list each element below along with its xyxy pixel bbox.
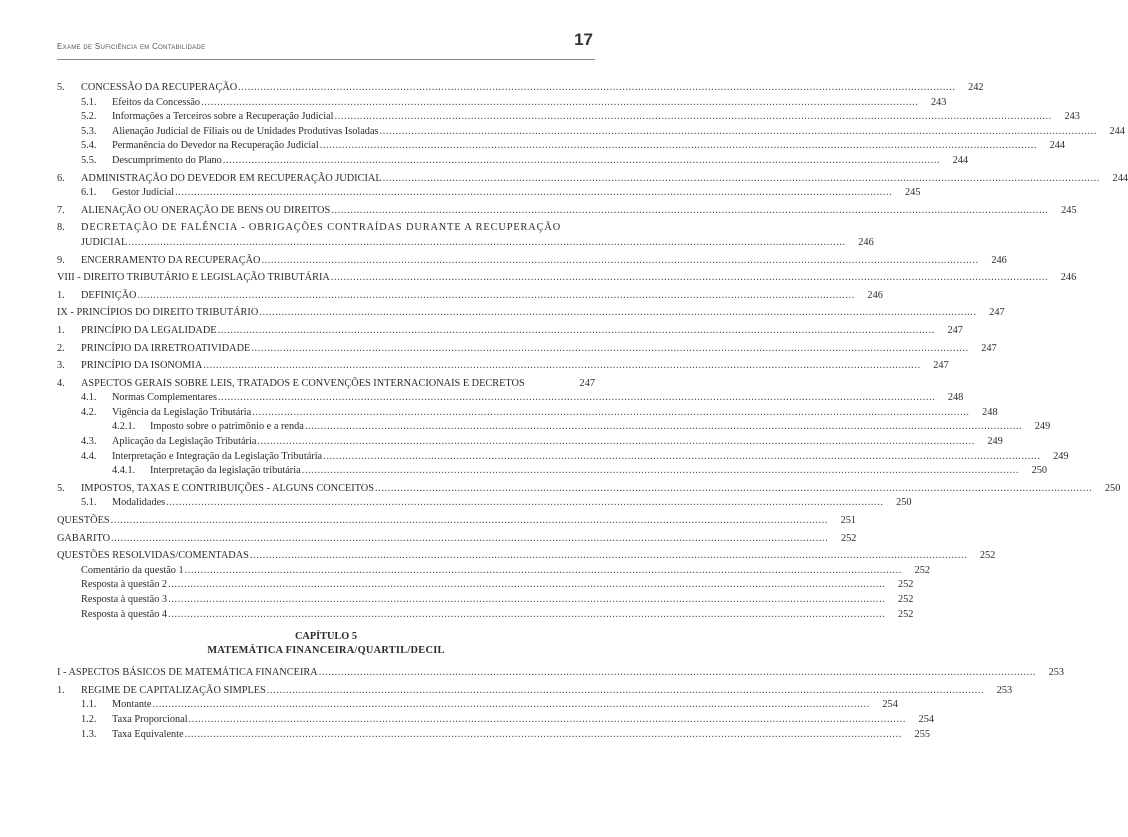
toc-entry-number: 6.1. <box>81 187 97 199</box>
toc-entry-number: 3. <box>57 360 65 372</box>
toc-entry-page: 247 <box>989 307 1005 319</box>
toc-entry[interactable] <box>57 564 931 579</box>
toc-entry-page: 243 <box>931 96 947 108</box>
toc-entry[interactable] <box>57 125 1125 140</box>
toc-entry-title: GABARITO <box>57 532 111 544</box>
toc-entry-page: 250 <box>896 497 912 509</box>
dot-leader <box>203 359 920 374</box>
running-header-title: Exame de Suficiência em Contabilidade <box>57 42 206 51</box>
dot-leader <box>261 254 978 269</box>
dot-leader <box>335 110 1052 125</box>
toc-entry-title: Resposta à questão 4 <box>81 608 168 620</box>
toc-entry-title: Interpretação e Integração da Legislação Tributária <box>112 450 323 462</box>
toc-entry[interactable] <box>57 514 857 529</box>
toc-entry-number: 1.1. <box>81 699 97 711</box>
toc-entry-number: 6. <box>57 172 65 184</box>
toc-entry-number: 5.1. <box>81 497 97 509</box>
dot-leader <box>267 684 984 699</box>
toc-entry[interactable] <box>57 666 1065 681</box>
toc-entry[interactable] <box>57 532 857 547</box>
toc-entry-wrapped[interactable] <box>57 221 874 250</box>
table-of-contents <box>57 81 1128 742</box>
dot-leader <box>138 289 855 304</box>
dot-leader <box>319 666 1036 681</box>
toc-entry[interactable] <box>57 96 947 111</box>
dot-leader <box>238 81 955 96</box>
toc-entry[interactable] <box>57 391 964 406</box>
toc-entry-page: 247 <box>981 342 997 354</box>
toc-entry-page: 242 <box>968 82 984 93</box>
dot-leader <box>259 306 976 321</box>
toc-entry-title: Descumprimento do Plano <box>112 154 222 166</box>
page-header <box>57 30 595 60</box>
toc-entry-title: Informações a Terceiros sobre a Recuperação Judicial <box>112 111 334 123</box>
toc-entry[interactable] <box>57 139 1066 154</box>
toc-entry[interactable] <box>57 406 998 421</box>
dot-leader <box>257 435 974 450</box>
dot-leader <box>223 154 940 169</box>
toc-entry-number: 4.4.1. <box>112 465 136 477</box>
dot-leader <box>175 186 892 201</box>
toc-entry-title: Resposta à questão 2 <box>81 579 168 591</box>
dot-leader <box>323 450 1040 465</box>
toc-entry[interactable] <box>57 324 963 339</box>
toc-entry-title: ENCERRAMENTO DA RECUPERAÇÃO <box>81 254 261 266</box>
toc-entry-title: PRINCÍPIO DA LEGALIDADE <box>81 324 217 336</box>
toc-entry-number: 2. <box>57 342 65 354</box>
dot-leader <box>302 464 1019 479</box>
toc-entry-title: Efeitos da Concessão <box>112 96 201 108</box>
toc-entry-number: 5.5. <box>81 154 97 166</box>
toc-entry-title: Modalidades <box>112 497 166 509</box>
toc-entry-number: 5.3. <box>81 125 97 137</box>
toc-entry-number: 1.3. <box>81 728 97 740</box>
dot-leader <box>331 204 1048 219</box>
toc-entry[interactable] <box>57 377 595 392</box>
toc-entry-page: 247 <box>579 377 595 389</box>
toc-entry-number: 8. <box>57 222 65 234</box>
toc-entry[interactable] <box>57 186 921 201</box>
toc-entry-number: 5. <box>57 482 65 494</box>
toc-entry-title: QUESTÕES <box>57 515 110 527</box>
toc-entry-page: 244 <box>1049 140 1066 152</box>
dot-leader <box>380 125 1097 140</box>
toc-entry-title: IX - PRINCÍPIOS DO DIREITO TRIBUTÁRIO <box>57 307 259 319</box>
toc-entry[interactable] <box>57 728 930 743</box>
toc-wrapped-second-line <box>57 236 874 251</box>
toc-entry-title: CONCESSÃO DA RECUPERAÇÃO <box>81 82 238 93</box>
toc-entry-number: 1.2. <box>81 713 97 725</box>
dot-leader <box>320 139 1037 154</box>
toc-entry[interactable] <box>57 450 1069 465</box>
toc-entry-page: 255 <box>914 728 930 740</box>
toc-entry-title: REGIME DE CAPITALIZAÇÃO SIMPLES <box>81 684 266 696</box>
toc-entry-number: 4.1. <box>81 392 97 404</box>
toc-entry-page: 247 <box>933 360 949 372</box>
toc-entry-page: 252 <box>840 532 857 544</box>
dot-leader <box>218 391 935 406</box>
toc-entry[interactable] <box>57 684 1013 699</box>
toc-entry-title: Gestor Judicial <box>112 187 175 199</box>
toc-entry-page: 251 <box>840 515 857 527</box>
toc-entry-title: Vigência da Legislação Tributária <box>112 406 252 418</box>
toc-entry-title: QUESTÕES RESOLVIDAS/COMENTADAS <box>57 550 249 562</box>
toc-entry[interactable] <box>57 342 997 357</box>
toc-wrapped-first-line <box>57 221 595 236</box>
toc-entry-page: 246 <box>1060 272 1077 284</box>
toc-entry[interactable] <box>57 204 1077 219</box>
toc-entry[interactable] <box>57 359 949 374</box>
toc-entry-title: Aplicação da Legislação Tributária <box>112 436 257 448</box>
dot-leader <box>218 324 935 339</box>
toc-entry[interactable] <box>57 482 1121 497</box>
dot-leader <box>111 532 828 547</box>
toc-entry[interactable] <box>57 154 969 169</box>
page-number: 17 <box>574 30 593 49</box>
chapter-heading <box>57 630 595 658</box>
toc-entry-number: 9. <box>57 254 65 266</box>
toc-entry[interactable] <box>57 713 934 728</box>
toc-entry[interactable] <box>57 81 984 96</box>
toc-entry-title: IMPOSTOS, TAXAS E CONTRIBUIÇÕES - ALGUNS CONCEITOS <box>81 482 374 494</box>
toc-entry-page: 253 <box>1048 667 1065 679</box>
toc-entry-page: 252 <box>979 550 996 562</box>
toc-entry[interactable] <box>57 271 1077 286</box>
dot-leader <box>375 482 1092 497</box>
toc-entry-page: 246 <box>867 289 883 301</box>
toc-entry-page: 248 <box>947 392 964 404</box>
toc-entry-title: Comentário da questão 1 <box>81 564 184 576</box>
dot-leader <box>168 593 885 608</box>
toc-entry[interactable] <box>57 608 914 623</box>
toc-entry-title: I - ASPECTOS BÁSICOS DE MATEMÁTICA FINANCEIRA <box>57 667 318 679</box>
toc-entry[interactable] <box>57 289 883 304</box>
toc-entry-page: 249 <box>987 436 1003 448</box>
toc-entry-title: Permanência do Devedor na Recuperação Judicial <box>112 140 319 152</box>
dot-leader <box>168 578 885 593</box>
toc-entry-number: 5.1. <box>81 96 97 108</box>
toc-entry-page: 244 <box>1109 125 1125 137</box>
header-rule <box>57 59 595 60</box>
toc-entry-page: 250 <box>1031 465 1048 477</box>
dot-leader <box>252 406 969 421</box>
toc-entry[interactable] <box>57 698 898 713</box>
toc-entry[interactable] <box>57 306 1005 321</box>
toc-entry[interactable] <box>57 420 1051 435</box>
toc-entry-title: DECRETAÇÃO DE FALÊNCIA - OBRIGAÇÕES CONTRAÍDAS DURANTE A RECUPERAÇÃO <box>81 222 562 234</box>
toc-entry-number: 1. <box>57 289 65 301</box>
toc-entry[interactable] <box>57 110 1080 125</box>
toc-entry-title: Montante <box>112 699 152 711</box>
toc-entry-title: ALIENAÇÃO OU ONERAÇÃO DE BENS OU DIREITOS <box>81 204 331 216</box>
toc-entry-page: 254 <box>918 713 934 725</box>
toc-entry-page: 246 <box>858 236 874 248</box>
toc-entry-title: Alienação Judicial de Filiais ou de Unidades Produtivas Isoladas <box>112 125 379 137</box>
toc-entry-title: Normas Complementares <box>112 392 217 404</box>
toc-entry-title: Taxa Proporcional <box>112 713 188 725</box>
toc-entry-number: 5. <box>57 82 65 93</box>
toc-entry-title: ADMINISTRAÇÃO DO DEVEDOR EM RECUPERAÇÃO JUDICIAL <box>81 172 382 184</box>
toc-entry[interactable] <box>57 593 914 608</box>
dot-leader <box>152 698 869 713</box>
toc-entry-page: 252 <box>898 579 914 591</box>
toc-entry[interactable] <box>57 496 912 511</box>
toc-entry-number: 4.3. <box>81 436 97 448</box>
toc-entry[interactable] <box>57 172 1128 187</box>
toc-entry-page: 249 <box>1034 421 1051 433</box>
toc-section-b <box>57 254 1121 623</box>
toc-entry-page: 249 <box>1053 450 1069 462</box>
toc-entry-page: 244 <box>1112 172 1128 184</box>
toc-section-c <box>57 666 1065 742</box>
toc-entry-page: 252 <box>898 608 914 620</box>
toc-entry-title: Taxa Equivalente <box>112 728 184 740</box>
toc-entry-page: 248 <box>982 406 998 418</box>
toc-entry-number: 4.4. <box>81 450 97 462</box>
toc-entry-page: 246 <box>991 254 1007 266</box>
dot-leader <box>111 514 828 529</box>
toc-section-a <box>57 81 1128 218</box>
dot-leader <box>166 496 883 511</box>
toc-entry-number: 7. <box>57 204 65 216</box>
toc-entry-number: 5.2. <box>81 111 97 123</box>
toc-entry-page: 245 <box>1061 204 1077 216</box>
dot-leader <box>201 96 918 111</box>
dot-leader <box>305 420 1022 435</box>
toc-entry-title: ASPECTOS GERAIS SOBRE LEIS, TRATADOS E CONVENÇÕES INTERNACIONAIS E DECRETOS <box>81 377 525 389</box>
toc-entry-title: Interpretação da legislação tributária <box>150 465 301 477</box>
toc-entry-number: 4.2.1. <box>112 421 136 433</box>
toc-entry-title-cont: JUDICIAL <box>81 236 128 248</box>
toc-entry-title: PRINCÍPIO DA ISONOMIA <box>81 360 203 372</box>
toc-entry-title: PRINCÍPIO DA IRRETROATIVIDADE <box>81 342 251 354</box>
toc-entry-page: 243 <box>1064 111 1080 123</box>
dot-leader <box>383 172 1100 187</box>
toc-entry-title: VIII - DIREITO TRIBUTÁRIO E LEGISLAÇÃO TRIBUTÁRIA <box>57 272 330 284</box>
toc-entry[interactable] <box>57 549 996 564</box>
toc-entry-page: 252 <box>898 594 914 605</box>
toc-entry-page: 244 <box>952 154 969 166</box>
toc-entry-page: 247 <box>947 324 963 336</box>
toc-entry[interactable] <box>57 464 1048 479</box>
toc-entry[interactable] <box>57 435 1003 450</box>
toc-entry[interactable] <box>57 578 914 593</box>
toc-entry-title: Imposto sobre o patrimônio e a renda <box>150 421 304 433</box>
dot-leader <box>185 564 902 579</box>
toc-entry-number: 5.4. <box>81 140 97 152</box>
toc-entry-number: 4. <box>57 377 65 389</box>
dot-leader <box>250 549 967 564</box>
toc-entry-title: Resposta à questão 3 <box>81 594 168 605</box>
dot-leader <box>185 728 902 743</box>
dot-leader <box>331 271 1048 286</box>
toc-entry-title: DEFINIÇÃO <box>81 289 137 301</box>
toc-entry[interactable] <box>57 254 1007 269</box>
dot-leader <box>128 236 845 251</box>
toc-entry-page: 245 <box>904 187 921 199</box>
toc-entry-page: 250 <box>1104 482 1121 494</box>
toc-entry-page: 252 <box>914 564 931 576</box>
chapter-number: CAPÍTULO 5 <box>294 631 358 643</box>
toc-entry-number: 1. <box>57 684 65 696</box>
chapter-title: MATEMÁTICA FINANCEIRA/QUARTIL/DECIL <box>207 645 445 657</box>
toc-entry-number: 1. <box>57 324 65 336</box>
dot-leader <box>189 713 906 728</box>
toc-entry-page: 254 <box>882 699 898 711</box>
dot-leader <box>168 608 885 623</box>
toc-entry-number: 4.2. <box>81 406 97 418</box>
toc-entry-page: 253 <box>996 684 1013 696</box>
dot-leader <box>251 342 968 357</box>
